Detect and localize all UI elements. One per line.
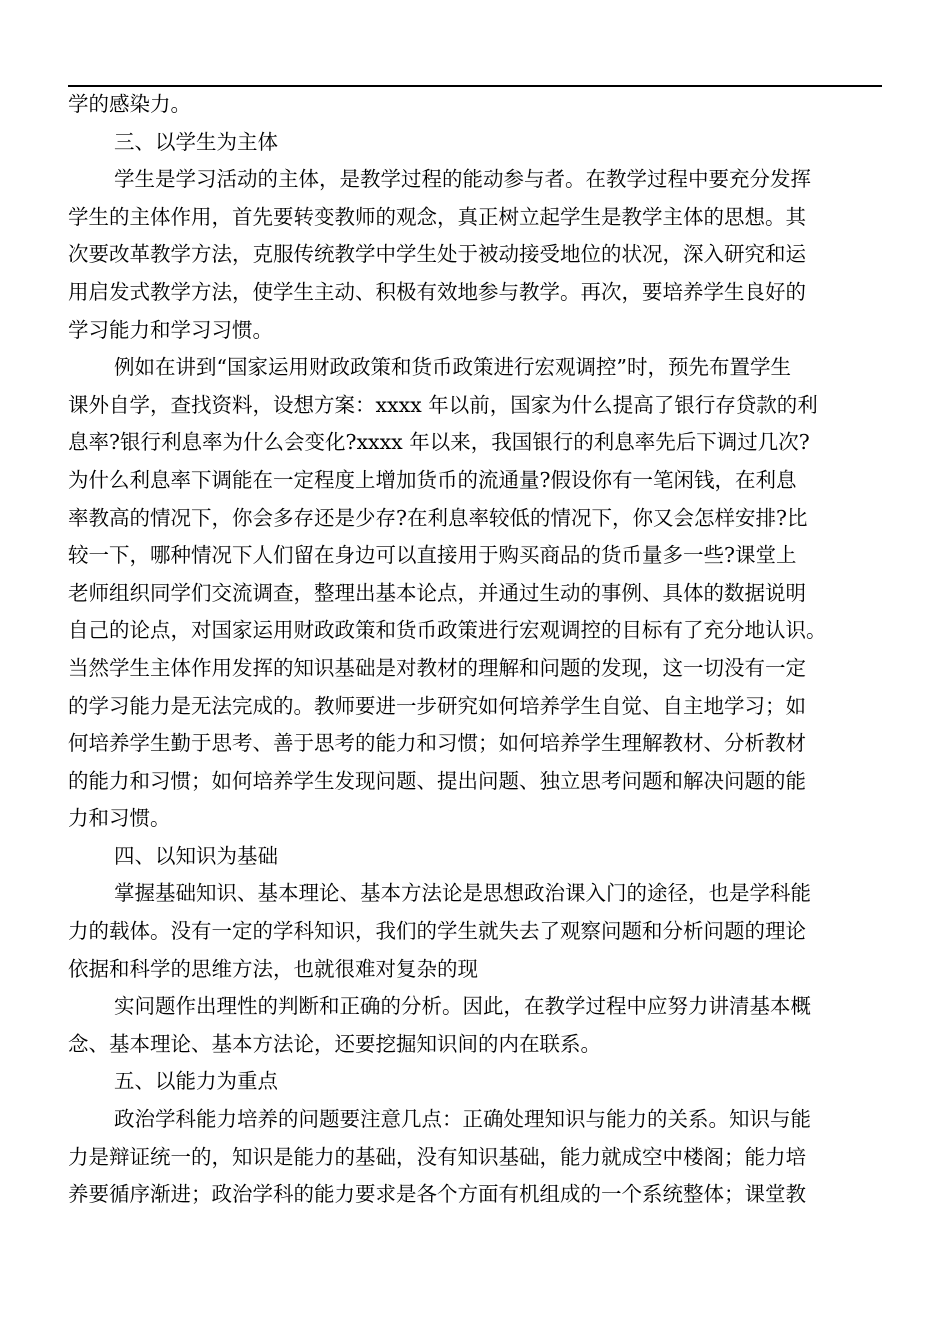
text-line: 掌握基础知识、基本理论、基本方法论是思想政治课入门的途径，也是学科能	[114, 881, 811, 906]
text-line: 实问题作出理性的判断和正确的分析。因此，在教学过程中应努力讲清基本概	[114, 994, 811, 1019]
text-line: 养要循序渐进；政治学科的能力要求是各个方面有机组成的一个系统整体；课堂教	[68, 1182, 806, 1207]
text-line: 次要改革教学方法，克服传统教学中学生处于被动接受地位的状况，深入研究和运	[68, 242, 806, 267]
text-line: 政治学科能力培养的问题要注意几点：正确处理知识与能力的关系。知识与能	[114, 1107, 811, 1132]
text-line: 老师组织同学们交流调查，整理出基本论点，并通过生动的事例、具体的数据说明	[68, 580, 806, 605]
text-line: 的能力和习惯；如何培养学生发现问题、提出问题、独立思考问题和解决问题的能	[68, 768, 806, 793]
text-line: 当然学生主体作用发挥的知识基础是对教材的理解和问题的发现，这一切没有一定	[68, 655, 806, 680]
text-line: 学的感染力。	[68, 92, 191, 116]
text-line: 自己的论点，对国家运用财政政策和货币政策进行宏观调控的目标有了充分地认识。	[68, 618, 827, 643]
text-line: 息率?银行利息率为什么会变化?xxxx 年以来，我国银行的利息率先后下调过几次?	[68, 430, 810, 455]
document-body	[68, 86, 882, 1214]
text-line: 例如在讲到“国家运用财政政策和货币政策进行宏观调控”时，预先布置学生	[114, 355, 791, 380]
text-line: 学习能力和学习习惯。	[68, 317, 273, 342]
text-line: 何培养学生勤于思考、善于思考的能力和习惯；如何培养学生理解教材、分析教材	[68, 731, 806, 756]
section-heading: 五、以能力为重点	[114, 1069, 278, 1094]
text-line: 力的载体。没有一定的学科知识，我们的学生就失去了观察问题和分析问题的理论	[68, 919, 806, 944]
text-line: 较一下，哪种情况下人们留在身边可以直接用于购买商品的货币量多一些?课堂上	[68, 543, 797, 568]
text-line: 课外自学，查找资料，设想方案：xxxx 年以前，国家为什么提高了银行存贷款的利	[68, 392, 818, 417]
section-heading: 三、以学生为主体	[114, 129, 278, 154]
text-line: 力和习惯。	[68, 806, 171, 831]
text-line: 力是辩证统一的，知识是能力的基础，没有知识基础，能力就成空中楼阁；能力培	[68, 1144, 806, 1169]
text-line: 依据和科学的思维方法，也就很难对复杂的现	[68, 956, 478, 981]
text-line: 率教高的情况下，你会多存还是少存?在利息率较低的情况下，你又会怎样安排?比	[68, 505, 808, 530]
text-line: 为什么利息率下调能在一定程度上增加货币的流通量?假设你有一笔闲钱，在利息	[68, 467, 797, 492]
text-line: 念、基本理论、基本方法论，还要挖掘知识间的内在联系。	[68, 1031, 601, 1056]
text-line: 的学习能力是无法完成的。教师要进一步研究如何培养学生自觉、自主地学习；如	[68, 693, 806, 718]
text-line: 学生的主体作用，首先要转变教师的观念，真正树立起学生是教学主体的思想。其	[68, 204, 806, 229]
text-line: 用启发式教学方法，使学生主动、积极有效地参与教学。再次，要培养学生良好的	[68, 279, 806, 304]
text-line: 学生是学习活动的主体，是教学过程的能动参与者。在教学过程中要充分发挥	[114, 167, 811, 192]
section-heading: 四、以知识为基础	[114, 843, 278, 868]
